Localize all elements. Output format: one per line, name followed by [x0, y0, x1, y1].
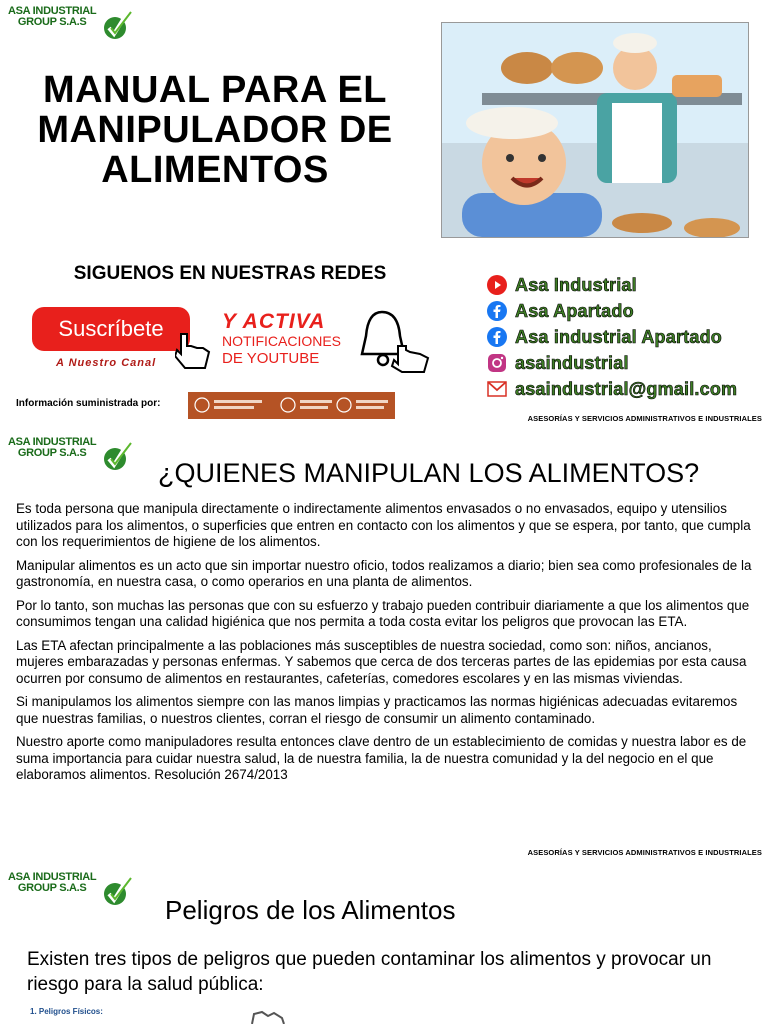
subscribe-label: Suscríbete: [58, 316, 164, 341]
logo-line2: GROUP S.A.S: [17, 447, 87, 459]
social-label: Asa Industrial: [515, 274, 637, 295]
social-links: [487, 272, 737, 402]
logo-line1: ASA INDUSTRIAL: [8, 5, 97, 17]
manual-title: [10, 70, 420, 190]
logo-line1: ASA INDUSTRIAL: [8, 871, 97, 883]
instagram-icon: [487, 353, 507, 373]
notificaciones-text: NOTIFICACIONES: [222, 333, 342, 349]
leaf-check-icon: [99, 6, 135, 42]
subscribe-button[interactable]: [32, 307, 190, 351]
logo-line2: GROUP S.A.S: [17, 882, 87, 894]
section-heading-peligros: Peligros de los Alimentos: [165, 895, 456, 925]
youtube-icon: [487, 275, 507, 295]
title-line2: MANIPULADOR DE: [37, 109, 393, 151]
info-label: Información suministrada por:: [16, 398, 161, 409]
social-link-instagram[interactable]: [487, 350, 737, 376]
social-label: Asa Apartado: [515, 300, 634, 321]
subscribe-caption: A Nuestro Canal: [56, 357, 157, 369]
logo-text: [8, 6, 96, 28]
leaf-check-icon: [99, 872, 135, 908]
social-heading: SIGUENOS EN NUESTRAS REDES: [73, 263, 387, 284]
logo-text: [8, 872, 96, 894]
paragraph: Manipular alimentos es un acto que sin importar nuestro oficio, todos realizamos a diario; bien sea como profesionales de la gastronomía, en nuestra casa, o como operarios en una planta de alimentos.: [16, 557, 752, 589]
mail-icon: [487, 379, 507, 399]
logo-line1: ASA INDUSTRIAL: [8, 436, 97, 448]
paragraph: Si manipulamos los alimentos siempre con las manos limpias y practicamos las normas higiénicas adecuadas evitaremos que nuestras familias, o nuestros clientes, corran el riesgo de consumir un alimento contaminado.: [16, 694, 738, 726]
hand-pointer-icon: [175, 330, 215, 372]
activa-text: Y ACTIVA: [222, 310, 326, 333]
social-link-email[interactable]: [487, 376, 737, 402]
company-tagline: ASESORÍAS Y SERVICIOS ADMINISTRATIVOS E INDUSTRIALES: [527, 848, 762, 857]
logo-text: [8, 437, 96, 459]
paragraph: Las ETA afectan principalmente a las poblaciones más susceptibles de nuestra sociedad, como son: niños, ancianos, mujeres embarazadas y personas enfermas. Y sabemos que cerca de dos terceras partes de las epidemias por esta causa ocurren por consumo de alimentos en restaurantes, cafeterías, comedores escolares y en las mismas viviendas.: [16, 637, 747, 686]
social-link-facebook-apartado[interactable]: [487, 324, 737, 350]
company-logo: [8, 872, 135, 908]
section-body: [16, 501, 752, 791]
title-line3: ALIMENTOS: [101, 149, 329, 191]
social-link-facebook[interactable]: [487, 298, 737, 324]
title-line1: MANUAL PARA EL: [42, 69, 388, 111]
peligro-item-1: 1. Peligros Físicos:: [30, 1007, 103, 1016]
paragraph: Es toda persona que manipula directamente o indirectamente alimentos envasados o no envasados, equipo y utensilios utilizados para los alimentos, o superficies que entren en contacto con los alimentos y que se espera, por tanto, que cumpla con los requerimientos de higiene de los alimentos.: [16, 501, 751, 549]
physical-hazard-illustration: [248, 1010, 288, 1024]
bakers-illustration: [441, 22, 749, 238]
social-link-youtube[interactable]: [487, 272, 737, 298]
organizations-logos: [188, 392, 395, 419]
paragraph: Nuestro aporte como manipuladores resulta entonces clave dentro de un establecimiento de comidas y nuestra labor es de suma importancia para cuidar nuestra salud, la de nuestra familia, la de nuestra comunidad y la del negocio en el que elaboramos alimentos. Resolución 2674/2013: [16, 734, 747, 782]
facebook-icon: [487, 301, 507, 321]
logo-line2: GROUP S.A.S: [17, 16, 87, 28]
company-tagline: ASESORÍAS Y SERVICIOS ADMINISTRATIVOS E INDUSTRIALES: [527, 414, 762, 423]
company-logo: [8, 6, 135, 42]
social-label: asaindustrial@gmail.com: [515, 378, 738, 399]
paragraph: Por lo tanto, son muchas las personas que con su esfuerzo y trabajo pueden contribuir diariamente a que los alimentos que consumimos tengan una calidad higiénica que nos permita a toda costa evitar los peligros que provocan las ETA.: [16, 597, 750, 629]
youtube-text: DE YOUTUBE: [222, 350, 320, 367]
social-label: Asa industrial Apartado: [515, 326, 722, 347]
facebook-icon: [487, 327, 507, 347]
section-heading-quienes: ¿QUIENES MANIPULAN LOS ALIMENTOS?: [158, 458, 700, 488]
section-intro: Existen tres tipos de peligros que pueden contaminar los alimentos y provocar un riesgo para la salud pública:: [27, 949, 712, 995]
leaf-check-icon: [99, 437, 135, 473]
bell-icon: [358, 306, 442, 374]
company-logo: [8, 437, 135, 473]
social-label: asaindustrial: [515, 352, 629, 373]
